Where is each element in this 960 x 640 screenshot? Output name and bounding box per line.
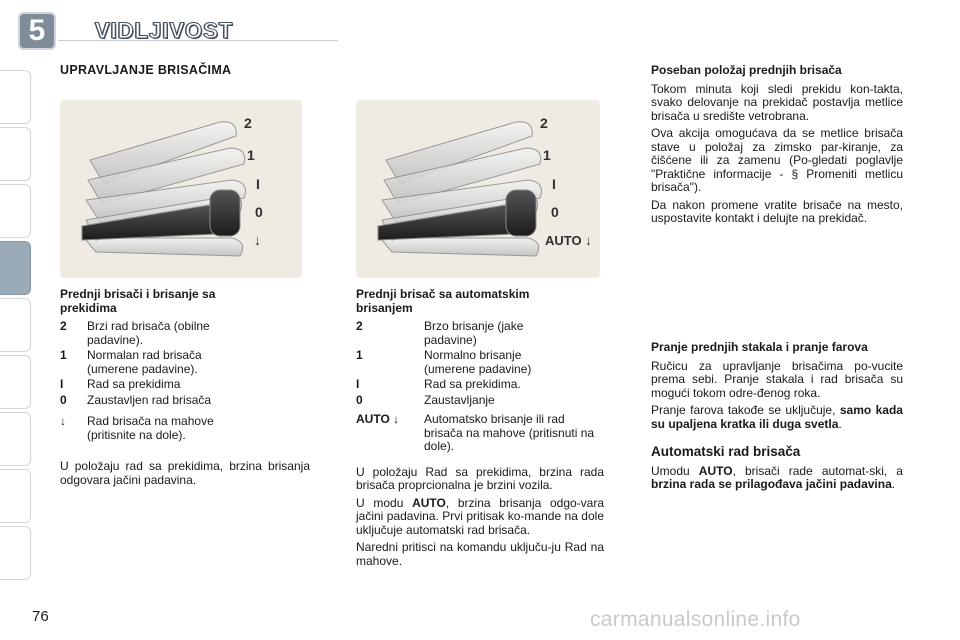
chapter-title: VIDLJIVOST — [95, 18, 234, 43]
chapter-tab — [0, 469, 31, 523]
paragraph: Da nakon promene vratite brisače na mesto, uspostavite kontakt i delujte na prekidač. — [651, 197, 903, 225]
chapter-tabs — [0, 0, 34, 640]
text-run: , brisači rade automat-ski, a — [732, 463, 903, 478]
item-key: ↓ — [60, 414, 66, 428]
chapter-tab — [0, 70, 31, 124]
list-item — [60, 415, 310, 442]
text-run: Umodu — [651, 463, 699, 478]
left-column — [60, 288, 310, 491]
emphasis: brzina rada se prilagođava jačini padavina — [651, 477, 892, 491]
watermark-link[interactable]: carmanualsonline.info — [590, 608, 801, 631]
paragraph: Naredni pritisci na komandu uključu-ju Rad na mahove. — [356, 540, 604, 568]
item-text: Zaustavljanje — [424, 392, 495, 407]
wiper-stalk-illustration — [60, 100, 302, 278]
chapter-tab — [0, 412, 31, 466]
page-header — [0, 0, 960, 60]
paragraph: U položaju rad sa prekidima, brzina brisanja odgovara jačini padavina. — [60, 459, 310, 487]
list-item — [60, 378, 310, 392]
list-item — [60, 394, 310, 408]
wiper-stalk-figure-left — [60, 100, 302, 278]
emphasis: samo kada su upaljena kratka ili duga svetla — [651, 403, 903, 431]
item-text: Brzo brisanje (jake padavine) — [424, 319, 524, 347]
subtitle: Pranje prednjih stakala i pranje farova — [651, 340, 868, 354]
item-key: 0 — [356, 392, 363, 407]
section-heading: Automatski rad brisača — [651, 444, 801, 459]
paragraph: Ova akcija omogućava da se metlice brisača stave u položaj za zimsko par-kiranje, za čišćene ili za zamenu (Po-gledati poglavlje "Praktične informacije - § Promeniti metlicu brisača"). — [651, 126, 903, 194]
position-label-2: 2 — [244, 115, 252, 131]
position-label-2: 2 — [540, 115, 548, 131]
item-key: 1 — [60, 348, 67, 362]
paragraph — [356, 497, 604, 538]
emphasis: AUTO — [412, 495, 446, 510]
item-key: AUTO ↓ — [356, 412, 400, 426]
list-item — [356, 349, 604, 376]
position-label-1: 1 — [247, 147, 255, 163]
wiper-stalk-auto-illustration — [356, 100, 600, 278]
list-item — [356, 394, 604, 408]
item-key: 2 — [356, 319, 363, 333]
middle-column — [356, 288, 604, 572]
text-run: . — [838, 416, 842, 431]
item-text: Normalan rad brisača (umerene padavine). — [87, 348, 202, 376]
item-key: 2 — [60, 319, 67, 333]
wiper-stalk-figure-right — [356, 100, 600, 278]
item-text: Brzi rad brisača (obilne padavine). — [87, 319, 210, 347]
paragraph: Ručicu za upravljanje brisačima po-vucite prema sebi. Pranje stakala i rad brisača su mogući tokom odre-đenog roka. — [651, 358, 903, 400]
position-label-0: 0 — [255, 204, 263, 220]
chapter-number: 5 — [18, 12, 56, 50]
subtitle: Prednji brisač sa automatskim brisanjem — [356, 287, 530, 315]
item-key: 0 — [60, 392, 67, 407]
list-item — [356, 413, 604, 454]
text-run: . — [891, 477, 896, 491]
subtitle: Prednji brisači i brisanje sa prekidima — [60, 287, 216, 315]
position-label-i: I — [256, 176, 260, 192]
item-key: I — [60, 377, 64, 391]
page-number: 76 — [32, 608, 49, 625]
chapter-tab — [0, 298, 31, 352]
position-label-auto: AUTO ↓ — [545, 233, 592, 248]
list-item — [356, 378, 604, 392]
position-label-0: 0 — [551, 204, 559, 220]
list-item — [356, 320, 604, 347]
text-run: U modu — [356, 495, 413, 510]
item-text: Rad sa prekidima — [87, 377, 181, 391]
emphasis: AUTO — [698, 463, 733, 478]
list-item — [60, 320, 310, 347]
chapter-tab — [0, 526, 31, 580]
chapter-tab-active — [0, 241, 31, 295]
chapter-tab — [0, 127, 31, 181]
section-title: UPRAVLJANJE BRISAČIMA — [60, 63, 232, 77]
paragraph: U položaju Rad sa prekidima, brzina rada brisača proprcionalna je brzini vozila. — [356, 464, 604, 492]
text-run: Pranje farova takođe se uključuje, — [651, 403, 840, 417]
item-key: 1 — [356, 348, 363, 362]
paragraph — [651, 404, 903, 431]
paragraph: Tokom minuta koji sledi prekidu kon-takta, svako delovanje na prekidač postavlja metlice brisača u središte vetrobrana. — [651, 81, 903, 123]
item-text: Automatsko brisanje ili rad brisača na mahove (pritisnuti na dole). — [424, 412, 595, 453]
chapter-tab — [0, 355, 31, 409]
position-label-i: I — [552, 176, 556, 192]
position-label-down: ↓ — [254, 232, 261, 248]
list-item — [60, 349, 310, 376]
right-column — [651, 64, 903, 230]
chapter-tab — [0, 184, 31, 238]
right-column-lower — [651, 341, 903, 496]
item-key: I — [356, 377, 360, 391]
item-text: Rad sa prekidima. — [424, 377, 521, 391]
item-text: Zaustavljen rad brisača — [87, 392, 212, 407]
position-label-1: 1 — [543, 147, 551, 163]
item-text: Normalno brisanje (umerene padavine) — [424, 348, 532, 376]
item-text: Rad brisača na mahove (pritisnite na dole). — [87, 414, 214, 442]
paragraph — [651, 465, 903, 492]
subtitle: Poseban položaj prednjih brisača — [651, 63, 842, 77]
text-run: , brzina brisanja odgo-vara jačini padavina. Prvi pritisak ko-mande na dole uključuje automatski rad brisača. — [356, 495, 605, 537]
